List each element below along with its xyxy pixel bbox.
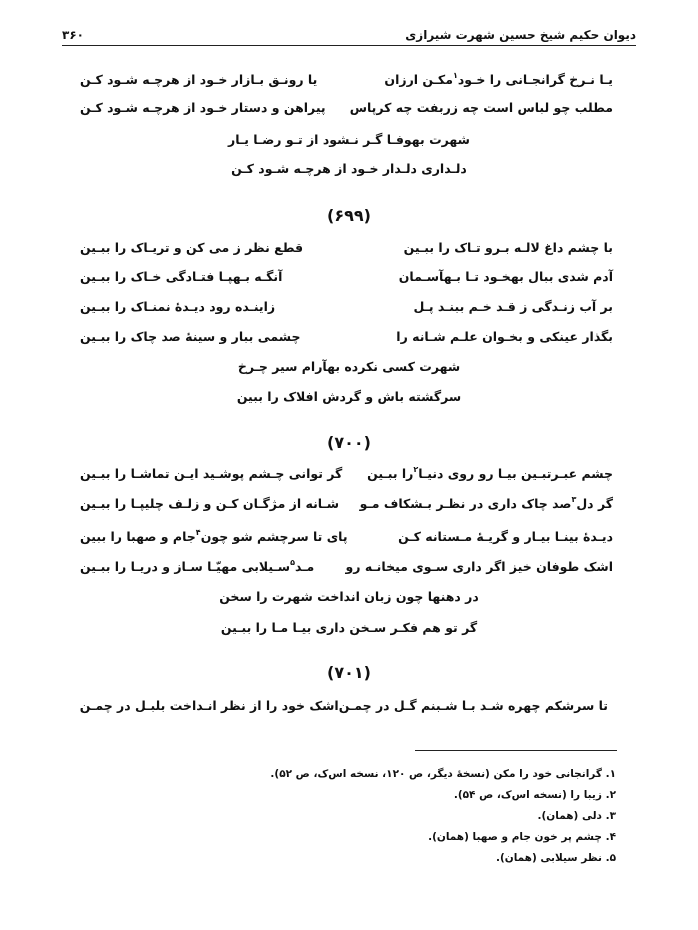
couplet [80, 295, 613, 317]
hemistich-left: آنگـه بـهپـا فتـادگی خـاک را ببـین [80, 268, 283, 284]
footnote: ۱. گرانجانی خود را مکن (نسخهٔ دیگر، ص ۱۲۰، نسخه اس‌ک، ص ۵۲). [270, 768, 616, 780]
hemistich-left: شـانه از مژگـان کـن و زلـف چلیپـا را ببـین [80, 495, 340, 511]
couplet [80, 265, 613, 287]
closing-line: سرگشته باش و گردش افلاک را ببین [236, 389, 462, 404]
hemistich-left: پیراهن و دستار خـود از هرچـه شـود کـن [80, 99, 326, 115]
closing-line: در دهنها چون زبان انداخت شهرت را سخن [219, 589, 479, 604]
footnote: ۲. زیبا را (نسخه اس‌ک، ص ۵۴). [453, 789, 616, 801]
hemistich-right: اشک طوفان خیز اگر داری سـوی میخانـه رو [345, 558, 613, 574]
hemistich-right: چشم عبـرتبـین بیـا رو روی دنیـا$^۲$را ببـین [367, 465, 613, 481]
couplet [80, 525, 613, 547]
hemistich-left: چشمی ببار و سینهٔ صد چاک را ببـین [80, 328, 301, 344]
couplet [80, 236, 613, 258]
footnote: ۵. نظر سیلابی (همان). [495, 852, 616, 864]
footnote: ۳. دلی (همان). [537, 810, 616, 822]
footnote: ۴. چشم پر خون جام و صهبا (همان). [428, 831, 616, 843]
poem-number: (۷۰۰) [327, 433, 371, 452]
hemistich-right: تا سرشکم چهره شـد بـا شـبنم گـل در چمـن [338, 697, 608, 713]
couplet [80, 325, 613, 347]
hemistich-left: مـد$^۵$سـیلابی مهیّـا سـاز و دریـا را ببـین [80, 558, 315, 574]
closing-line: گر تو هم فکـر سـخن داری بیـا مـا را ببـین [220, 620, 478, 635]
page-number: ۳۶۰ [62, 28, 84, 42]
poem-number: (۷۰۱) [327, 663, 371, 682]
closing-line: دلـداری دلـدار خـود از هرچـه شـود کـن [231, 161, 467, 176]
hemistich-left: یا رونـق بـازار خـود از هرچـه شـود کـن [80, 71, 318, 87]
poem-number: (۶۹۹) [327, 206, 371, 225]
footnote-divider [415, 750, 617, 751]
couplet [80, 68, 613, 90]
couplet [80, 694, 608, 716]
hemistich-left: قطع نظر ز می کن و تریـاک را ببـین [80, 239, 304, 255]
couplet [80, 462, 613, 484]
hemistich-right: بگذار عینکی و بخـوان علـم شـانه را [396, 328, 613, 344]
hemistich-left: اشک خود را از نظر انـداخت بلبـل در چمـن [79, 697, 339, 713]
hemistich-left: گر توانی چـشم پوشـید ایـن تماشـا را ببـین [80, 465, 343, 481]
couplet [80, 492, 613, 514]
closing-line: شهرت کسی نکرده بهآرام سیر چـرخ [237, 359, 461, 374]
hemistich-left: پای تا سرچشم شو چون$^۴$جام و صهبا را ببین [80, 528, 348, 544]
hemistich-right: یـا نـرخ گرانجـانی را خـود$^۱$مکـن ارزان [384, 71, 613, 87]
hemistich-right: با چشم داغ لالـه بـرو تـاک را ببـین [403, 239, 613, 255]
hemistich-right: مطلب چو لباس است چه زربفت چه کرپاس [349, 99, 613, 115]
hemistich-right: آدم شدی ببال بهخـود تـا بـهآسـمان [398, 268, 613, 284]
hemistich-left: زاینـده رود دیـدهٔ نمنـاک را ببـین [80, 298, 276, 314]
hemistich-right: گر دل$^۳$صد چاک داری در نظـر بـشکاف مـو [359, 495, 613, 511]
couplet [80, 555, 613, 577]
hemistich-right: بر آب زنـدگی ز قـد خـم ببنـد پـل [413, 298, 613, 314]
hemistich-right: دیـدهٔ بینـا بیـار و گریـهٔ مـستانه کـن [398, 528, 613, 544]
book-title: دیوان حکیم شیخ حسین شهرت شیرازی [405, 28, 636, 42]
page-header [62, 24, 636, 46]
closing-line: شهرت بهوفـا گـر نـشود از تـو رضـا یـار [228, 132, 470, 147]
couplet [80, 96, 613, 118]
